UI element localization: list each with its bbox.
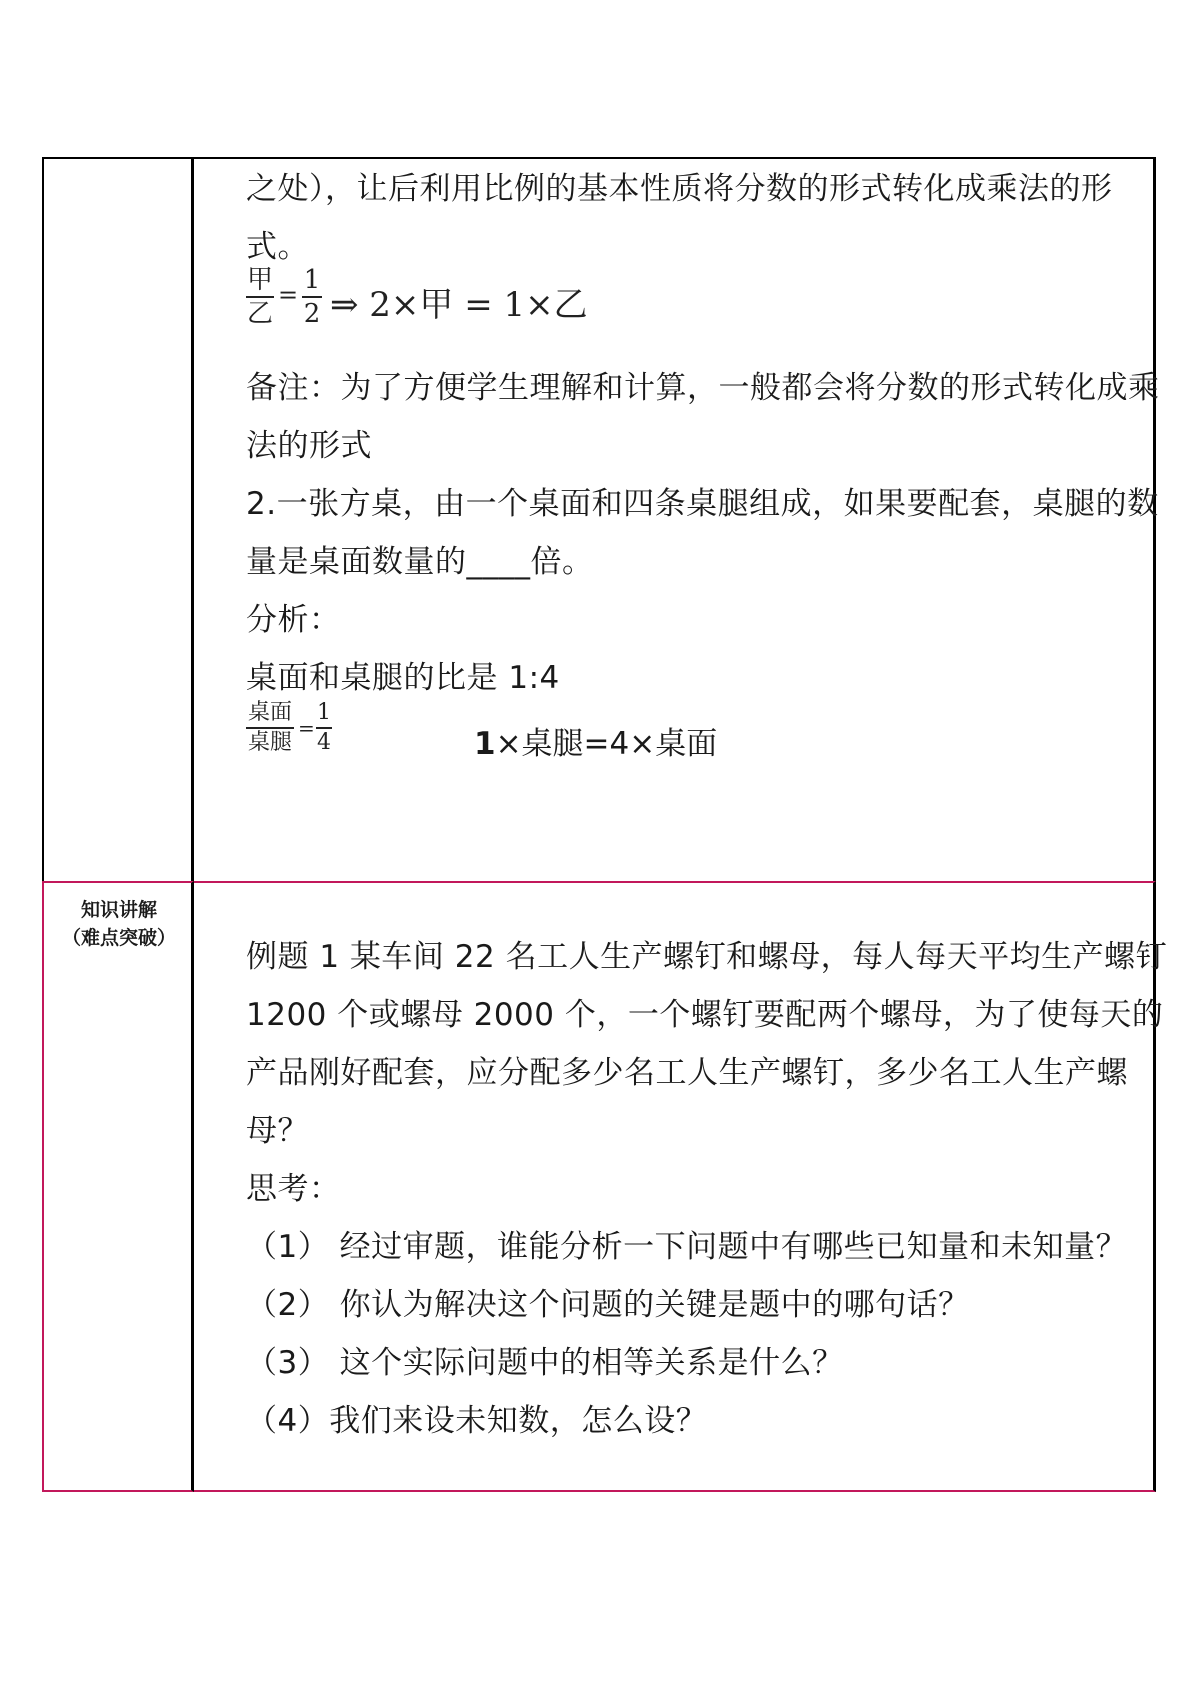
denominator: 乙 (246, 298, 273, 329)
text-line: 桌面和桌腿的比是 1:4 (246, 660, 560, 696)
lesson-table (42, 157, 1168, 1492)
text-line: 1200 个或螺母 2000 个，一个螺钉要配两个螺母，为了使每天的 (246, 997, 1164, 1033)
row2-content-cell (194, 881, 1168, 1492)
formula-jia-yi (246, 267, 646, 331)
question-item: （1） 经过审题，谁能分析一下问题中有哪些已知量和未知量？ (246, 1229, 1128, 1265)
text-line: 量是桌面数量的____倍。 (246, 544, 594, 580)
denominator: 4 (317, 729, 331, 755)
text-line: 备注：为了方便学生理解和计算，一般都会将分数的形式转化成乘 (246, 370, 1160, 406)
numerator: 1 (317, 700, 331, 725)
fraction-one-quarter (316, 702, 332, 754)
numerator: 甲 (246, 265, 273, 295)
equation-bold-digit: 1 (474, 726, 496, 762)
denominator: 2 (303, 298, 321, 329)
desk-leg-equation (474, 718, 717, 763)
text-line: 产品刚好配套，应分配多少名工人生产螺钉，多少名工人生产螺 (246, 1055, 1128, 1091)
text-line: 式。 (246, 229, 309, 265)
equals-sign: = (298, 716, 315, 740)
text-line: 母？ (246, 1113, 309, 1149)
text-line: 例题 1 某车间 22 名工人生产螺钉和螺母，每人每天平均生产螺钉 (246, 939, 1168, 975)
row1-label-cell (42, 157, 194, 881)
equals-sign: = (278, 281, 299, 309)
row2-label-cell (42, 881, 194, 1492)
formula-result: ⇒ 2×甲 = 1×乙 (330, 285, 588, 325)
numerator: 1 (303, 265, 321, 295)
fraction-desk-over-legs (246, 702, 294, 754)
fraction-jia-over-yi (246, 267, 274, 327)
section-label: 知识讲解 (80, 899, 157, 921)
text-line: 法的形式 (246, 428, 372, 464)
question-item: （4）我们来设未知数，怎么设？ (246, 1403, 708, 1439)
question-item: （2） 你认为解决这个问题的关键是题中的哪句话？ (246, 1287, 970, 1323)
denominator: 桌腿 (247, 729, 292, 755)
section-sublabel: （难点突破） (61, 927, 176, 949)
question-item: （3） 这个实际问题中的相等关系是什么？ (246, 1345, 844, 1381)
numerator: 桌面 (247, 700, 292, 725)
formula-desk-legs (246, 702, 356, 758)
text-line: 之处），让后利用比例的基本性质将分数的形式转化成乘法的形 (246, 171, 1113, 207)
fraction-one-half (302, 267, 322, 327)
text-line: 2.一张方桌，由一个桌面和四条桌腿组成，如果要配套，桌腿的数 (246, 486, 1159, 522)
equation-rest: ×桌腿=4×桌面 (495, 726, 718, 762)
text-line: 分析： (246, 602, 341, 638)
row1-content-cell (194, 157, 1160, 881)
text-line: 思考： (246, 1171, 341, 1207)
